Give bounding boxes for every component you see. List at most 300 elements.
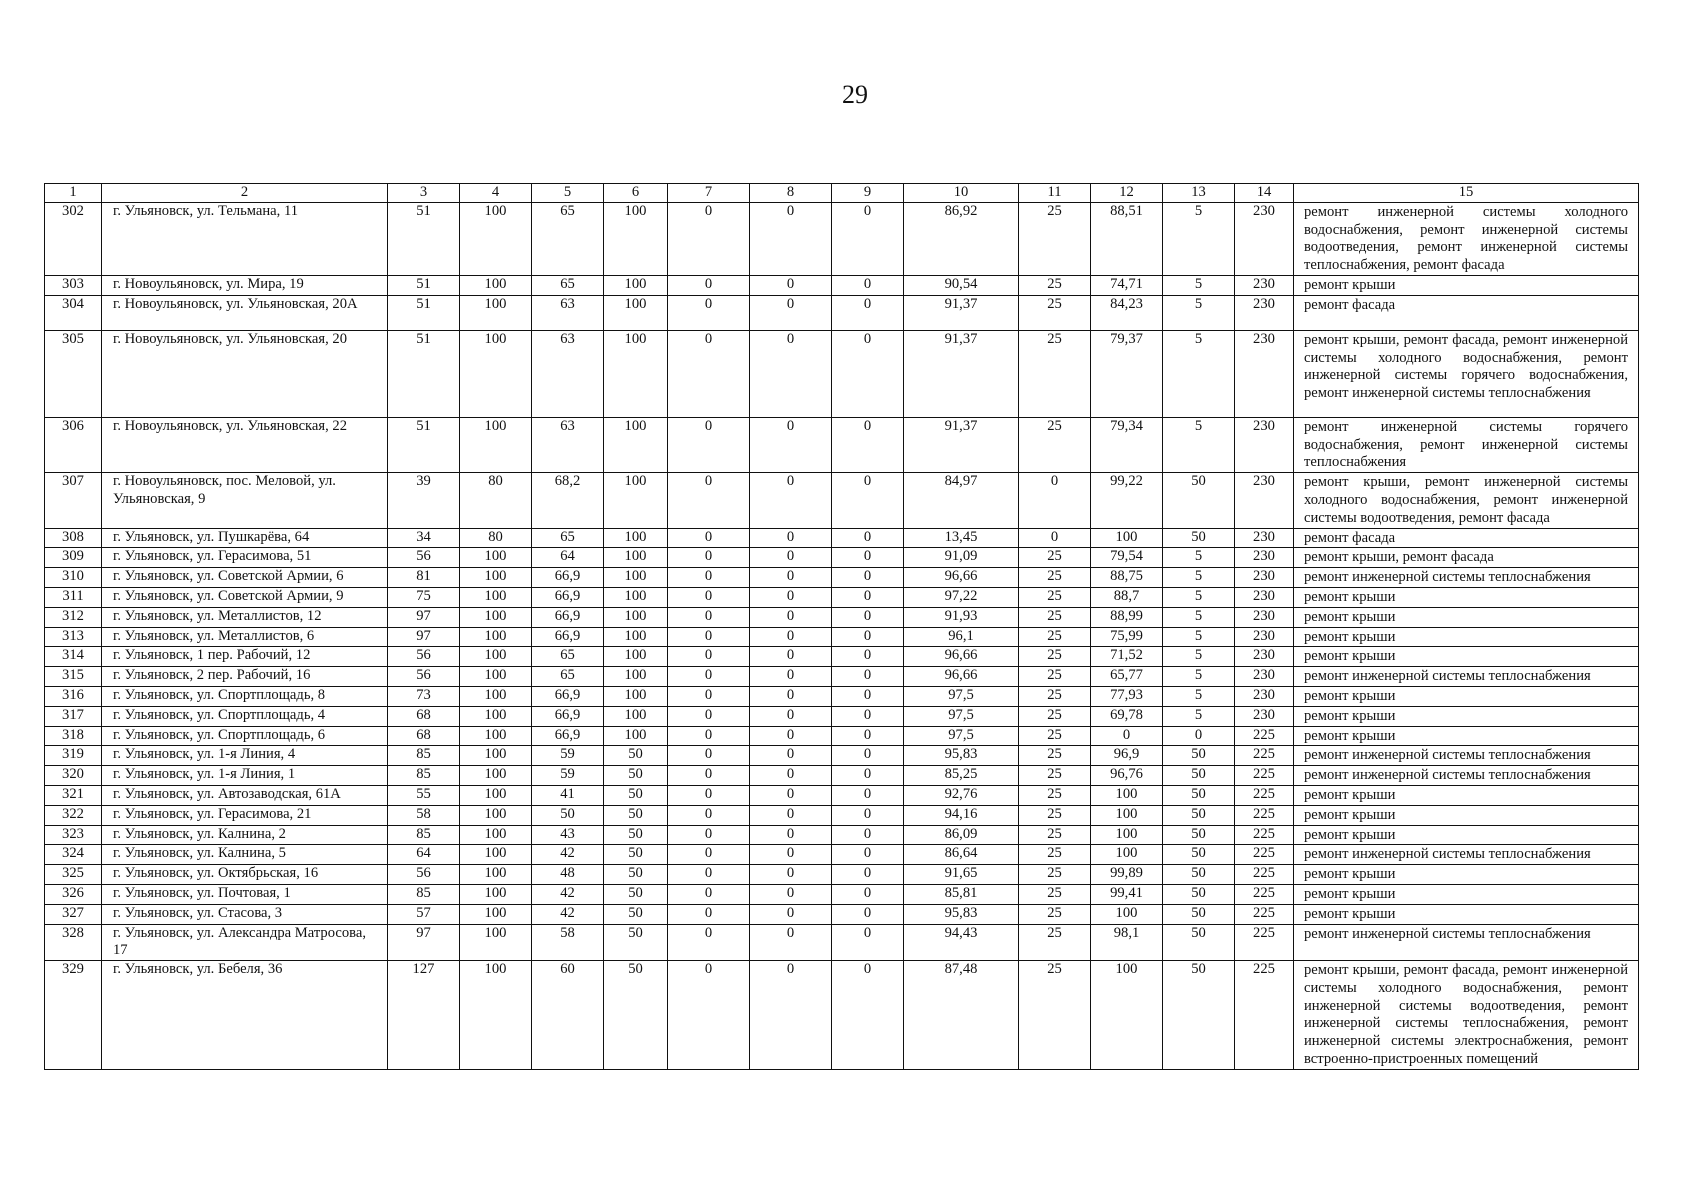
- row-number-cell: 312: [45, 607, 102, 627]
- table-cell: 0: [1091, 726, 1163, 746]
- table-cell: 0: [750, 726, 832, 746]
- table-cell: 96,66: [904, 667, 1019, 687]
- table-body: [45, 202, 1639, 1069]
- table-cell: 97,5: [904, 726, 1019, 746]
- table-cell: 0: [750, 706, 832, 726]
- table-cell: 0: [668, 904, 750, 924]
- table-cell: 91,09: [904, 548, 1019, 568]
- table-cell: 100: [604, 647, 668, 667]
- table-cell: 100: [460, 647, 532, 667]
- table-cell: 0: [832, 904, 904, 924]
- table-cell: 0: [668, 785, 750, 805]
- table-cell: 50: [604, 904, 668, 924]
- table-cell: 99,41: [1091, 884, 1163, 904]
- table-cell: 73: [388, 686, 460, 706]
- table-cell: 100: [460, 607, 532, 627]
- table-cell: 25: [1019, 825, 1091, 845]
- works-cell: ремонт крыши: [1294, 805, 1639, 825]
- table-cell: 85: [388, 825, 460, 845]
- table-cell: 50: [604, 924, 668, 961]
- table-cell: 225: [1235, 865, 1294, 885]
- table-cell: 92,76: [904, 785, 1019, 805]
- table-cell: 50: [1163, 766, 1235, 786]
- table-cell: 25: [1019, 904, 1091, 924]
- table-cell: 100: [460, 884, 532, 904]
- table-cell: 50: [1163, 746, 1235, 766]
- table-row: [45, 825, 1639, 845]
- address-cell: г. Новоульяновск, ул. Ульяновская, 20: [102, 330, 388, 417]
- table-cell: 50: [1163, 825, 1235, 845]
- works-cell: ремонт крыши, ремонт фасада, ремонт инженерной системы холодного водоснабжения, ремонт инженерной системы горячего водоснабжения, ремонт инженерной системы теплоснабжения: [1294, 330, 1639, 417]
- table-cell: 59: [532, 766, 604, 786]
- table-cell: 100: [604, 473, 668, 528]
- table-cell: 230: [1235, 667, 1294, 687]
- table-cell: 69,78: [1091, 706, 1163, 726]
- table-cell: 230: [1235, 330, 1294, 417]
- table-cell: 85: [388, 766, 460, 786]
- column-header-12: 12: [1091, 184, 1163, 203]
- table-cell: 96,66: [904, 647, 1019, 667]
- table-cell: 50: [532, 805, 604, 825]
- column-header-5: 5: [532, 184, 604, 203]
- table-cell: 50: [1163, 904, 1235, 924]
- works-cell: ремонт крыши, ремонт фасада: [1294, 548, 1639, 568]
- row-number-cell: 309: [45, 548, 102, 568]
- row-number-cell: 310: [45, 568, 102, 588]
- table-cell: 75: [388, 587, 460, 607]
- table-cell: 0: [750, 766, 832, 786]
- table-cell: 0: [750, 275, 832, 295]
- table-cell: 100: [604, 587, 668, 607]
- address-cell: г. Ульяновск, 2 пер. Рабочий, 16: [102, 667, 388, 687]
- table-cell: 230: [1235, 202, 1294, 275]
- table-cell: 25: [1019, 686, 1091, 706]
- address-cell: г. Ульяновск, ул. Спортплощадь, 4: [102, 706, 388, 726]
- table-cell: 79,34: [1091, 417, 1163, 472]
- works-cell: ремонт инженерной системы теплоснабжения: [1294, 924, 1639, 961]
- table-cell: 25: [1019, 865, 1091, 885]
- table-cell: 0: [668, 528, 750, 548]
- table-cell: 13,45: [904, 528, 1019, 548]
- table-cell: 0: [832, 706, 904, 726]
- table-cell: 91,93: [904, 607, 1019, 627]
- table-row: [45, 766, 1639, 786]
- table-cell: 5: [1163, 686, 1235, 706]
- table-cell: 85,25: [904, 766, 1019, 786]
- table-cell: 91,37: [904, 295, 1019, 330]
- works-cell: ремонт крыши: [1294, 627, 1639, 647]
- table-cell: 100: [604, 528, 668, 548]
- table-cell: 5: [1163, 275, 1235, 295]
- table-row: [45, 587, 1639, 607]
- works-cell: ремонт крыши: [1294, 275, 1639, 295]
- table-cell: 0: [668, 865, 750, 885]
- row-number-cell: 329: [45, 961, 102, 1070]
- table-cell: 225: [1235, 904, 1294, 924]
- table-row: [45, 295, 1639, 330]
- table-cell: 86,09: [904, 825, 1019, 845]
- address-cell: г. Ульяновск, ул. Спортплощадь, 6: [102, 726, 388, 746]
- table-cell: 100: [1091, 904, 1163, 924]
- row-number-cell: 311: [45, 587, 102, 607]
- table-cell: 88,75: [1091, 568, 1163, 588]
- table-cell: 0: [832, 667, 904, 687]
- row-number-cell: 316: [45, 686, 102, 706]
- table-cell: 94,16: [904, 805, 1019, 825]
- row-number-cell: 319: [45, 746, 102, 766]
- table-cell: 66,9: [532, 627, 604, 647]
- table-cell: 59: [532, 746, 604, 766]
- table-cell: 100: [1091, 825, 1163, 845]
- table-cell: 95,83: [904, 904, 1019, 924]
- table-row: [45, 330, 1639, 417]
- table-cell: 88,51: [1091, 202, 1163, 275]
- data-table: [44, 183, 1639, 1070]
- table-cell: 0: [668, 706, 750, 726]
- table-row: [45, 904, 1639, 924]
- table-cell: 0: [750, 548, 832, 568]
- table-cell: 0: [668, 686, 750, 706]
- works-cell: ремонт крыши: [1294, 884, 1639, 904]
- table-cell: 65,77: [1091, 667, 1163, 687]
- address-cell: г. Ульяновск, ул. Спортплощадь, 8: [102, 686, 388, 706]
- table-cell: 50: [1163, 845, 1235, 865]
- row-number-cell: 328: [45, 924, 102, 961]
- row-number-cell: 305: [45, 330, 102, 417]
- table-cell: 5: [1163, 548, 1235, 568]
- address-cell: г. Ульяновск, ул. Александра Матросова, 17: [102, 924, 388, 961]
- row-number-cell: 303: [45, 275, 102, 295]
- table-cell: 65: [532, 647, 604, 667]
- table-cell: 0: [668, 667, 750, 687]
- table-cell: 225: [1235, 884, 1294, 904]
- table-cell: 0: [750, 647, 832, 667]
- table-cell: 58: [388, 805, 460, 825]
- row-number-cell: 320: [45, 766, 102, 786]
- table-cell: 71,52: [1091, 647, 1163, 667]
- table-row: [45, 865, 1639, 885]
- table-cell: 80: [460, 528, 532, 548]
- table-cell: 100: [604, 275, 668, 295]
- table-cell: 25: [1019, 202, 1091, 275]
- column-header-1: 1: [45, 184, 102, 203]
- table-cell: 225: [1235, 766, 1294, 786]
- table-cell: 75,99: [1091, 627, 1163, 647]
- table-cell: 0: [750, 865, 832, 885]
- table-cell: 34: [388, 528, 460, 548]
- table-cell: 0: [750, 667, 832, 687]
- table-cell: 0: [832, 627, 904, 647]
- table-cell: 0: [750, 587, 832, 607]
- table-cell: 42: [532, 845, 604, 865]
- row-number-cell: 326: [45, 884, 102, 904]
- address-cell: г. Новоульяновск, ул. Мира, 19: [102, 275, 388, 295]
- table-cell: 100: [460, 865, 532, 885]
- table-cell: 74,71: [1091, 275, 1163, 295]
- table-cell: 58: [532, 924, 604, 961]
- address-cell: г. Ульяновск, ул. Автозаводская, 61А: [102, 785, 388, 805]
- table-cell: 5: [1163, 330, 1235, 417]
- table-cell: 5: [1163, 202, 1235, 275]
- table-cell: 0: [668, 607, 750, 627]
- row-number-cell: 315: [45, 667, 102, 687]
- table-cell: 63: [532, 295, 604, 330]
- table-cell: 5: [1163, 568, 1235, 588]
- address-cell: г. Ульяновск, ул. Металлистов, 6: [102, 627, 388, 647]
- table-cell: 80: [460, 473, 532, 528]
- address-cell: г. Ульяновск, ул. Октябрьская, 16: [102, 865, 388, 885]
- table-cell: 0: [668, 295, 750, 330]
- table-cell: 66,9: [532, 706, 604, 726]
- table-cell: 68: [388, 706, 460, 726]
- table-cell: 0: [832, 961, 904, 1070]
- table-cell: 25: [1019, 647, 1091, 667]
- table-cell: 0: [750, 568, 832, 588]
- table-cell: 50: [1163, 961, 1235, 1070]
- table-cell: 91,65: [904, 865, 1019, 885]
- table-cell: 55: [388, 785, 460, 805]
- table-row: [45, 548, 1639, 568]
- table-cell: 0: [668, 548, 750, 568]
- table-cell: 100: [460, 746, 532, 766]
- address-cell: г. Ульяновск, ул. 1-я Линия, 4: [102, 746, 388, 766]
- table-cell: 91,37: [904, 417, 1019, 472]
- table-cell: 0: [832, 607, 904, 627]
- table-cell: 5: [1163, 417, 1235, 472]
- works-cell: ремонт фасада: [1294, 528, 1639, 548]
- table-cell: 25: [1019, 726, 1091, 746]
- table-cell: 100: [460, 295, 532, 330]
- column-header-15: 15: [1294, 184, 1639, 203]
- table-cell: 94,43: [904, 924, 1019, 961]
- table-cell: 100: [460, 845, 532, 865]
- table-cell: 56: [388, 647, 460, 667]
- table-cell: 100: [460, 202, 532, 275]
- table-cell: 79,54: [1091, 548, 1163, 568]
- table-cell: 100: [604, 330, 668, 417]
- table-cell: 66,9: [532, 587, 604, 607]
- table-cell: 25: [1019, 667, 1091, 687]
- table-cell: 230: [1235, 607, 1294, 627]
- table-cell: 25: [1019, 845, 1091, 865]
- table-cell: 0: [832, 528, 904, 548]
- table-cell: 25: [1019, 924, 1091, 961]
- table-cell: 50: [604, 766, 668, 786]
- table-cell: 225: [1235, 924, 1294, 961]
- table-cell: 97,5: [904, 706, 1019, 726]
- table-cell: 50: [1163, 785, 1235, 805]
- table-cell: 97: [388, 607, 460, 627]
- table-cell: 0: [1019, 473, 1091, 528]
- table-cell: 56: [388, 667, 460, 687]
- table-cell: 56: [388, 865, 460, 885]
- table-row: [45, 746, 1639, 766]
- row-number-cell: 306: [45, 417, 102, 472]
- table-cell: 5: [1163, 647, 1235, 667]
- table-cell: 100: [604, 667, 668, 687]
- table-cell: 97: [388, 627, 460, 647]
- table-row: [45, 785, 1639, 805]
- table-cell: 0: [832, 548, 904, 568]
- table-cell: 100: [460, 726, 532, 746]
- works-cell: ремонт крыши, ремонт фасада, ремонт инженерной системы холодного водоснабжения, ремонт инженерной системы водоотведения, ремонт инженерной системы теплоснабжения, ремонт инженерной системы электроснабжения, ремонт встроенно-пристроенных помещений: [1294, 961, 1639, 1070]
- table-row: [45, 607, 1639, 627]
- table-cell: 57: [388, 904, 460, 924]
- table-cell: 0: [832, 785, 904, 805]
- table-cell: 0: [750, 845, 832, 865]
- table-cell: 0: [750, 627, 832, 647]
- row-number-cell: 321: [45, 785, 102, 805]
- table-cell: 51: [388, 295, 460, 330]
- table-cell: 63: [532, 330, 604, 417]
- table-cell: 0: [832, 865, 904, 885]
- table-cell: 91,37: [904, 330, 1019, 417]
- table-cell: 0: [668, 275, 750, 295]
- table-cell: 5: [1163, 706, 1235, 726]
- table-cell: 0: [750, 607, 832, 627]
- table-cell: 97,22: [904, 587, 1019, 607]
- table-cell: 225: [1235, 845, 1294, 865]
- table-cell: 84,23: [1091, 295, 1163, 330]
- column-header-14: 14: [1235, 184, 1294, 203]
- table-cell: 85: [388, 746, 460, 766]
- table-cell: 100: [460, 706, 532, 726]
- table-cell: 100: [604, 627, 668, 647]
- table-cell: 100: [604, 686, 668, 706]
- table-cell: 0: [750, 746, 832, 766]
- table-cell: 100: [460, 805, 532, 825]
- table-cell: 225: [1235, 825, 1294, 845]
- table-cell: 25: [1019, 587, 1091, 607]
- table-cell: 0: [832, 473, 904, 528]
- row-number-cell: 302: [45, 202, 102, 275]
- table-cell: 5: [1163, 627, 1235, 647]
- address-cell: г. Ульяновск, ул. Советской Армии, 9: [102, 587, 388, 607]
- table-cell: 0: [750, 924, 832, 961]
- table-cell: 225: [1235, 785, 1294, 805]
- table-cell: 230: [1235, 627, 1294, 647]
- works-cell: ремонт инженерной системы теплоснабжения: [1294, 746, 1639, 766]
- row-number-cell: 308: [45, 528, 102, 548]
- table-cell: 65: [532, 202, 604, 275]
- table-cell: 87,48: [904, 961, 1019, 1070]
- table-cell: 230: [1235, 275, 1294, 295]
- page-number: 29: [842, 80, 868, 109]
- works-cell: ремонт крыши: [1294, 706, 1639, 726]
- table-cell: 0: [750, 785, 832, 805]
- table-cell: 48: [532, 865, 604, 885]
- table-cell: 0: [750, 330, 832, 417]
- row-number-cell: 317: [45, 706, 102, 726]
- table-cell: 230: [1235, 706, 1294, 726]
- table-row: [45, 884, 1639, 904]
- table-cell: 63: [532, 417, 604, 472]
- table-cell: 0: [668, 961, 750, 1070]
- row-number-cell: 304: [45, 295, 102, 330]
- table-cell: 99,22: [1091, 473, 1163, 528]
- table-cell: 230: [1235, 528, 1294, 548]
- table-cell: 0: [1163, 726, 1235, 746]
- table-cell: 50: [1163, 924, 1235, 961]
- table-cell: 56: [388, 548, 460, 568]
- works-cell: ремонт крыши: [1294, 865, 1639, 885]
- table-cell: 0: [832, 275, 904, 295]
- table-cell: 100: [1091, 785, 1163, 805]
- table-cell: 64: [532, 548, 604, 568]
- table-cell: 88,99: [1091, 607, 1163, 627]
- table-cell: 50: [1163, 884, 1235, 904]
- address-cell: г. Ульяновск, 1 пер. Рабочий, 12: [102, 647, 388, 667]
- row-number-cell: 307: [45, 473, 102, 528]
- table-cell: 0: [750, 884, 832, 904]
- table-cell: 41: [532, 785, 604, 805]
- table-cell: 100: [460, 686, 532, 706]
- table-cell: 230: [1235, 417, 1294, 472]
- table-cell: 0: [750, 417, 832, 472]
- table-cell: 5: [1163, 587, 1235, 607]
- table-cell: 0: [832, 202, 904, 275]
- row-number-cell: 324: [45, 845, 102, 865]
- works-cell: ремонт крыши, ремонт инженерной системы холодного водоснабжения, ремонт инженерной системы водоотведения, ремонт фасада: [1294, 473, 1639, 528]
- table-cell: 0: [832, 924, 904, 961]
- table-cell: 5: [1163, 667, 1235, 687]
- table-cell: 230: [1235, 295, 1294, 330]
- column-header-6: 6: [604, 184, 668, 203]
- row-number-cell: 314: [45, 647, 102, 667]
- table-cell: 100: [460, 568, 532, 588]
- table-cell: 100: [460, 275, 532, 295]
- row-number-cell: 322: [45, 805, 102, 825]
- table-cell: 0: [668, 766, 750, 786]
- table-cell: 50: [1163, 865, 1235, 885]
- table-cell: 50: [604, 785, 668, 805]
- table-cell: 100: [460, 667, 532, 687]
- table-cell: 51: [388, 330, 460, 417]
- table-cell: 0: [1019, 528, 1091, 548]
- table-row: [45, 924, 1639, 961]
- table-cell: 5: [1163, 295, 1235, 330]
- table-row: [45, 627, 1639, 647]
- row-number-cell: 325: [45, 865, 102, 885]
- table-cell: 0: [750, 805, 832, 825]
- table-cell: 95,83: [904, 746, 1019, 766]
- table-cell: 0: [750, 904, 832, 924]
- table-cell: 50: [1163, 805, 1235, 825]
- table-cell: 0: [832, 417, 904, 472]
- table-cell: 100: [604, 202, 668, 275]
- table-cell: 0: [750, 961, 832, 1070]
- table-cell: 100: [604, 417, 668, 472]
- table-cell: 0: [668, 627, 750, 647]
- table-cell: 25: [1019, 627, 1091, 647]
- table-cell: 25: [1019, 766, 1091, 786]
- address-cell: г. Ульяновск, ул. Герасимова, 21: [102, 805, 388, 825]
- table-cell: 51: [388, 417, 460, 472]
- row-number-cell: 323: [45, 825, 102, 845]
- table-cell: 0: [668, 825, 750, 845]
- address-cell: г. Ульяновск, ул. Бебеля, 36: [102, 961, 388, 1070]
- table-cell: 100: [460, 904, 532, 924]
- table-cell: 97,5: [904, 686, 1019, 706]
- table-cell: 25: [1019, 805, 1091, 825]
- table-cell: 97: [388, 924, 460, 961]
- table-cell: 225: [1235, 961, 1294, 1070]
- table-cell: 25: [1019, 785, 1091, 805]
- table-cell: 0: [750, 528, 832, 548]
- table-cell: 68,2: [532, 473, 604, 528]
- table-cell: 0: [668, 805, 750, 825]
- table-cell: 100: [1091, 528, 1163, 548]
